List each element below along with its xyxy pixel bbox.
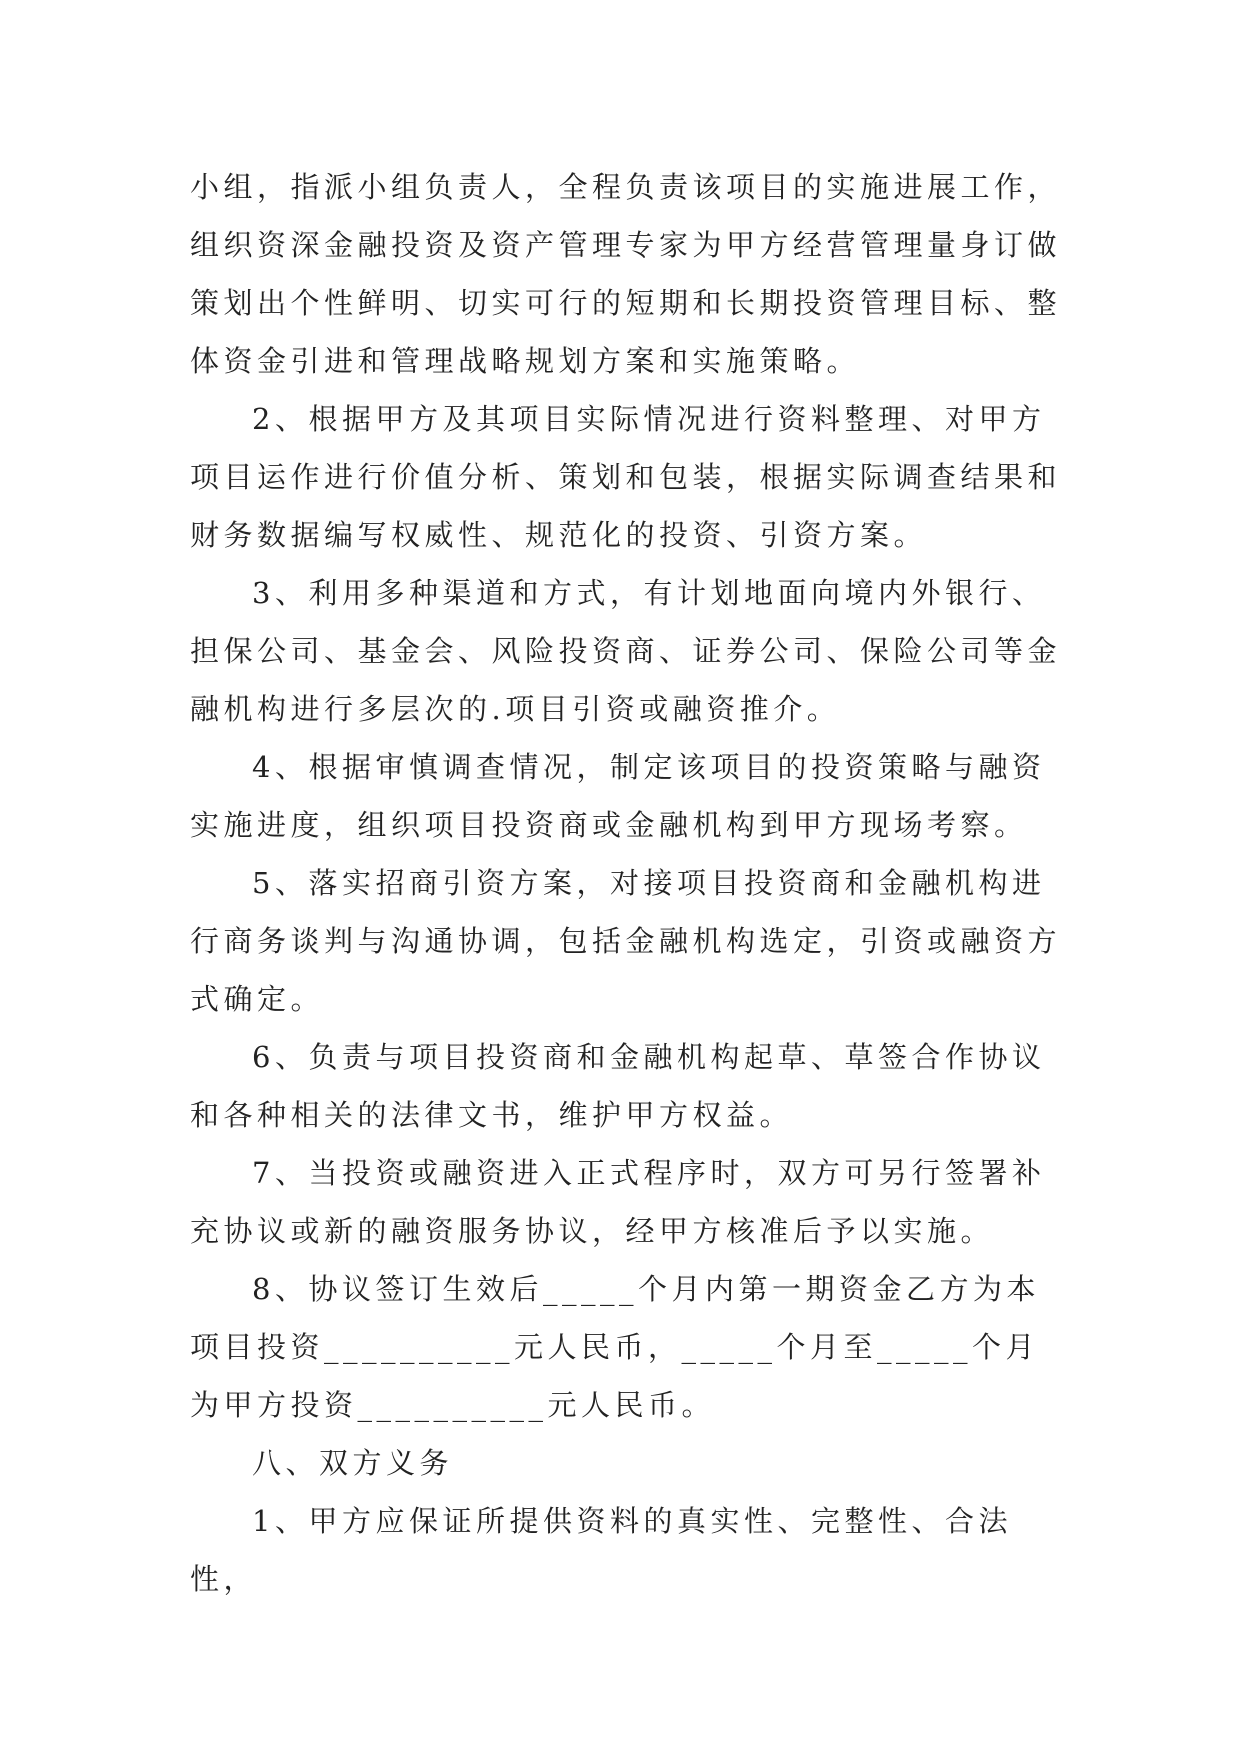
section-heading-obligations: 八、双方义务 <box>252 1446 454 1480</box>
paragraph-continuation: 小组，指派小组负责人，全程负责该项目的实施进展工作，组织资深金融投资及资产管理专家为甲方经营管理量身订做策划出个性鲜明、切实可行的短期和长期投资管理目标、整体资金引进和管理战略规划方案和实施策略。 <box>190 170 1062 378</box>
document-body <box>190 158 1070 1608</box>
paragraph-item-3: 3、利用多种渠道和方式，有计划地面向境内外银行、担保公司、基金会、风险投资商、证券公司、保险公司等金融机构进行多层次的.项目引资或融资推介。 <box>190 576 1062 726</box>
paragraph-item-2: 2、根据甲方及其项目实际情况进行资料整理、对甲方项目运作进行价值分析、策划和包装，根据实际调查结果和财务数据编写权威性、规范化的投资、引资方案。 <box>190 402 1062 552</box>
paragraph-item-8: 8、协议签订生效后_____个月内第一期资金乙方为本项目投资__________元人民币，_____个月至_____个月为甲方投资__________元人民币。 <box>190 1272 1040 1422</box>
paragraph-item-5: 5、落实招商引资方案，对接项目投资商和金融机构进行商务谈判与沟通协调，包括金融机构选定，引资或融资方式确定。 <box>190 866 1062 1016</box>
paragraph-item-4: 4、根据审慎调查情况，制定该项目的投资策略与融资实施进度，组织项目投资商或金融机构到甲方现场考察。 <box>190 750 1046 842</box>
paragraph-obligation-1: 1、甲方应保证所提供资料的真实性、完整性、合法性， <box>190 1504 1012 1596</box>
paragraph-item-6: 6、负责与项目投资商和金融机构起草、草签合作协议和各种相关的法律文书，维护甲方权益。 <box>190 1040 1046 1132</box>
paragraph-item-7: 7、当投资或融资进入正式程序时，双方可另行签署补充协议或新的融资服务协议，经甲方核准后予以实施。 <box>190 1156 1046 1248</box>
